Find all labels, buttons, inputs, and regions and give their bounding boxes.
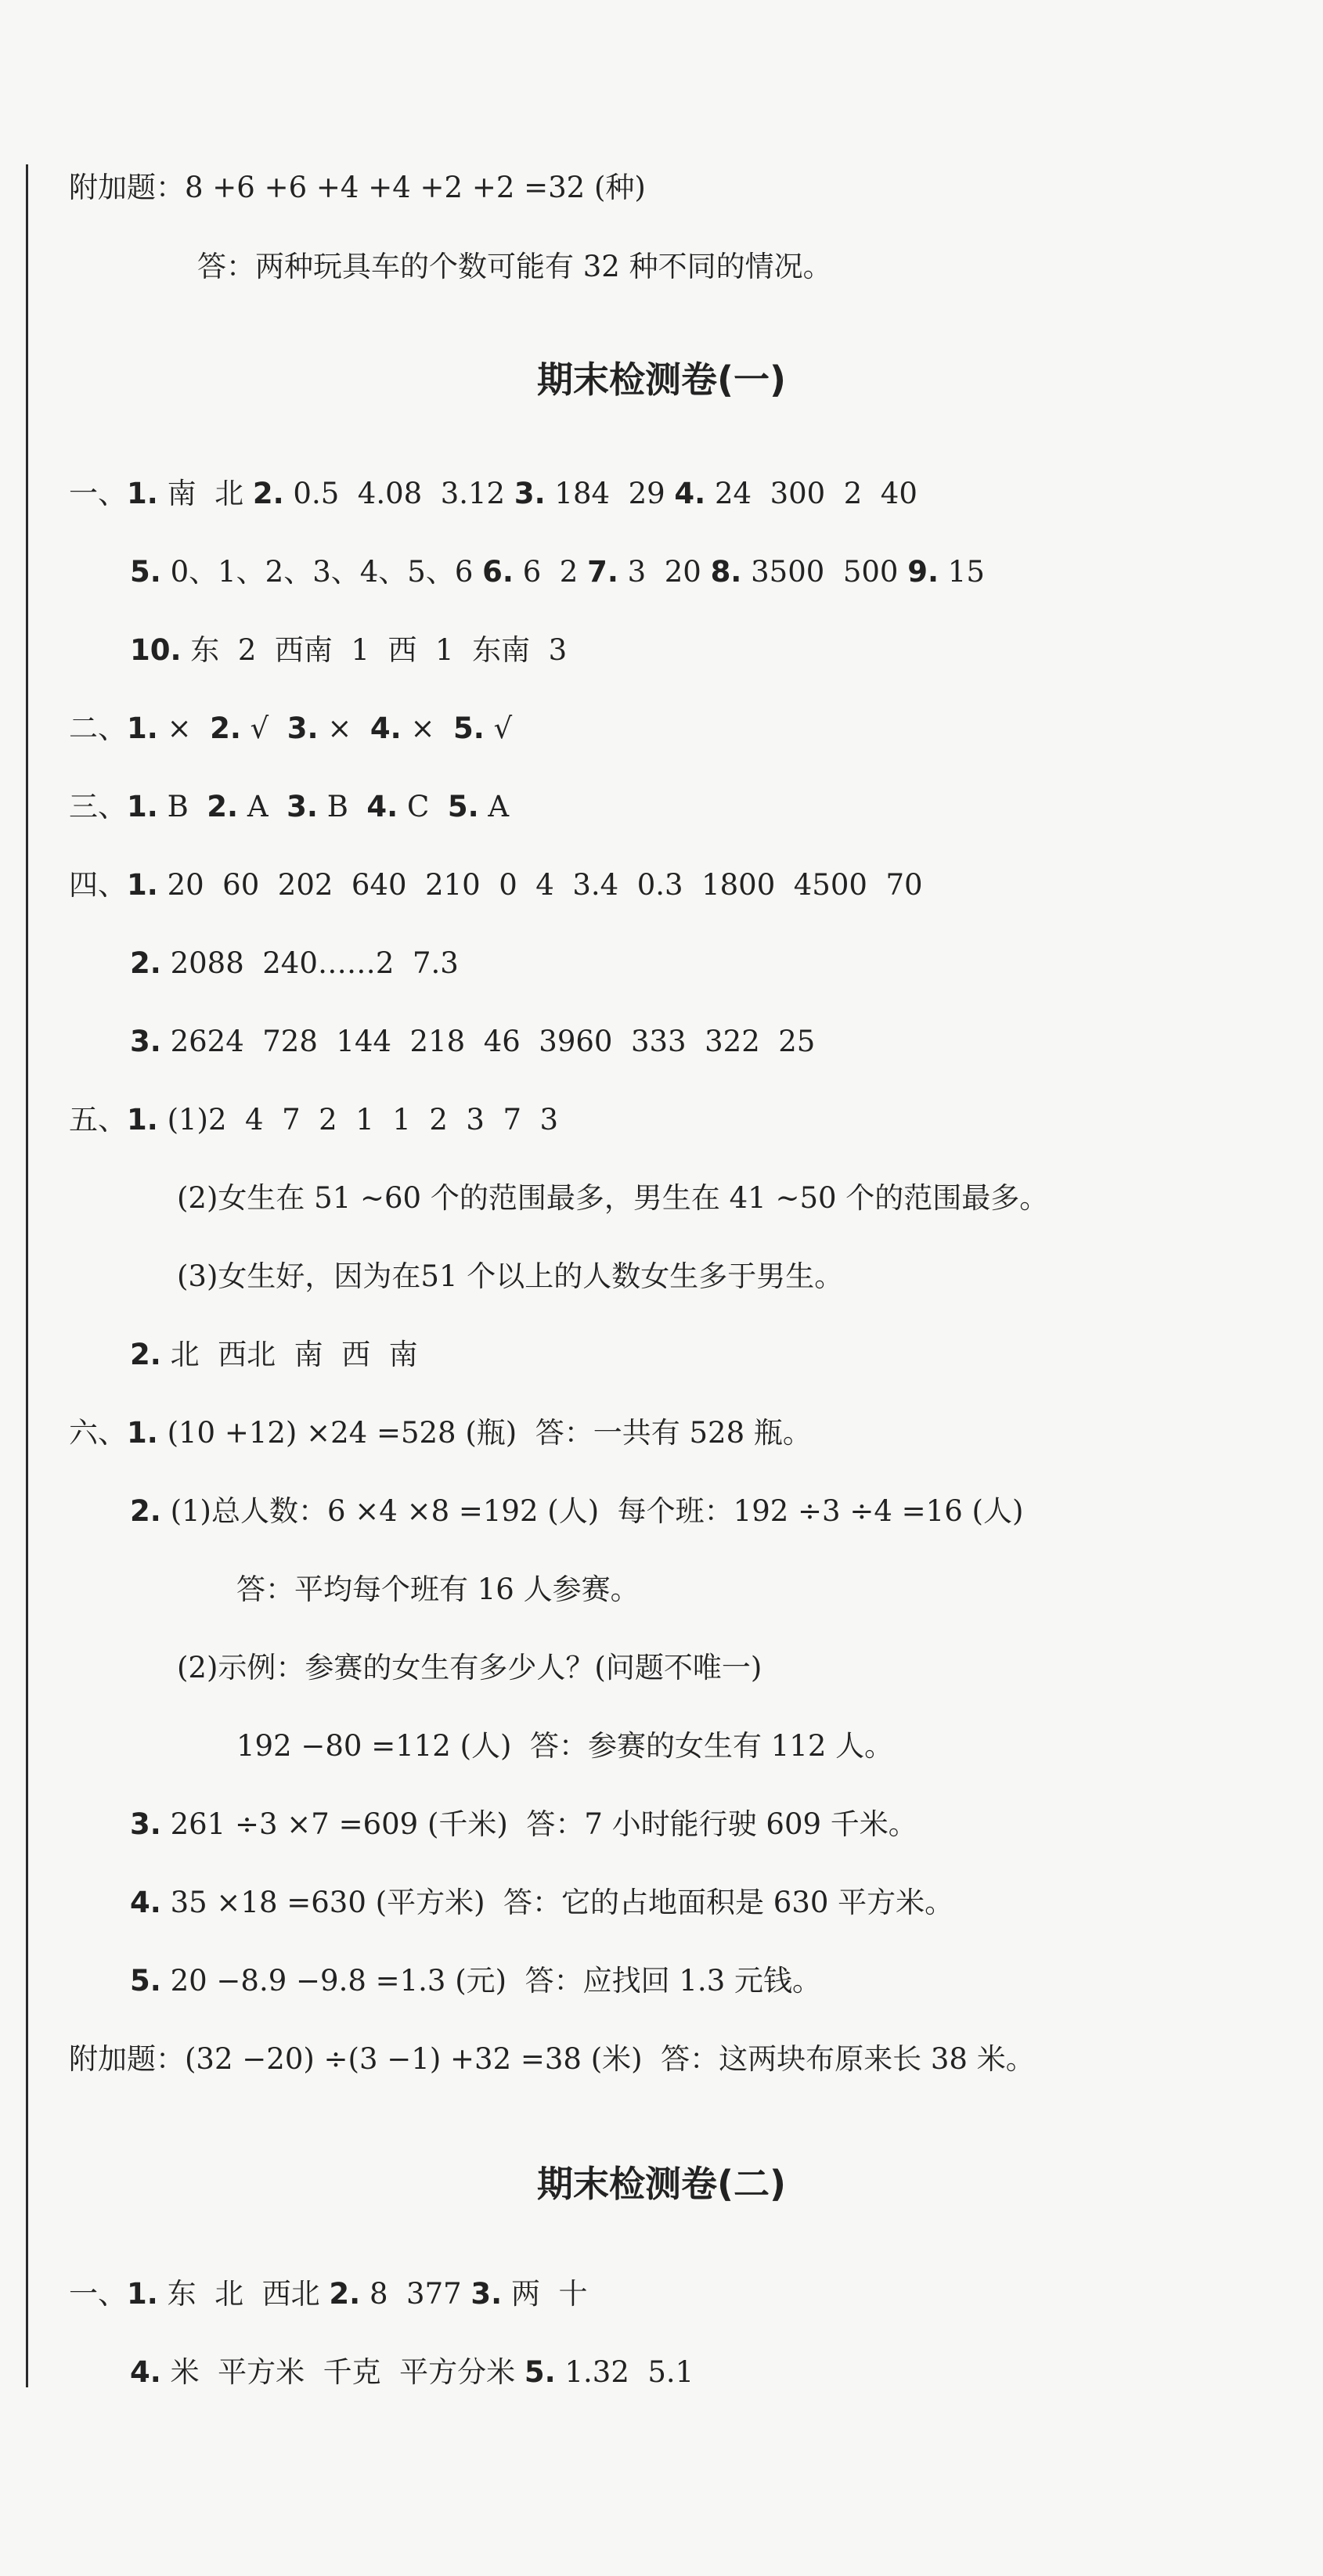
q-answer: 米 平方米 千克 平方分米 — [160, 2355, 525, 2389]
q-answer: 261 ÷3 ×7 =609 (千米) 答：7 小时能行驶 609 千米。 — [160, 1807, 917, 1841]
q-answer: 0.5 4.08 3.12 — [283, 477, 514, 510]
q-answer: 东 北 西北 — [157, 2277, 330, 2311]
exam1-part4-line2 — [130, 944, 459, 983]
q-num: 1. — [127, 712, 158, 745]
q-num: 2. — [252, 477, 284, 510]
exam1-part6-line8 — [130, 1962, 821, 2001]
q-num: 6. — [482, 555, 514, 589]
q-num: 4. — [674, 477, 706, 510]
q-num: 4. — [366, 790, 398, 823]
q-num: 3. — [130, 1807, 161, 1841]
q-answer: 35 ×18 =630 (平方米) 答：它的占地面积是 630 平方米。 — [160, 1886, 954, 1919]
q-num: 4. — [130, 2355, 161, 2389]
q-num: 3. — [130, 1025, 161, 1058]
part-label: 六、 — [69, 1416, 127, 1450]
part-label: 四、 — [69, 868, 127, 902]
exam1-part6-line4: (2)示例：参赛的女生有多少人？(问题不唯一) — [177, 1651, 762, 1684]
q-num: 1. — [127, 790, 158, 823]
exam1-part6-line3: 答：平均每个班有 16 人参赛。 — [236, 1573, 640, 1606]
q-answer: 南 北 — [157, 477, 253, 510]
q-num: 2. — [207, 790, 239, 823]
exam1-part5-line4 — [130, 1335, 418, 1374]
exam1-part6-line7 — [130, 1883, 953, 1922]
q-num: 5. — [453, 712, 485, 745]
q-num: 3. — [287, 712, 319, 745]
q-num: 4. — [130, 1886, 161, 1919]
exam2-part1-line2 — [130, 2353, 694, 2392]
q-answer: 1.32 5.1 — [555, 2355, 694, 2389]
exam1-bonus-line: 附加题：(32 −20) ÷(3 −1) +32 =38 (米) 答：这两块布原来长 38 米。 — [69, 2042, 1035, 2076]
exam1-part6-line1 — [69, 1414, 812, 1453]
exam1-part1-line1 — [69, 474, 917, 513]
q-answer: 2624 728 144 218 46 3960 333 322 25 — [160, 1025, 816, 1058]
q-answer: (10 +12) ×24 =528 (瓶) 答：一共有 528 瓶。 — [157, 1416, 812, 1450]
q-num: 1. — [127, 868, 158, 902]
part-label: 三、 — [69, 790, 127, 823]
bonus-answer-line: 附加题：8 +6 +6 +4 +4 +2 +2 =32 (种) — [69, 171, 646, 204]
exam1-part1-line2 — [130, 553, 985, 592]
q-answer: 北 西北 南 西 南 — [160, 1338, 418, 1371]
q-answer: 0、1、2、3、4、5、6 — [160, 555, 483, 589]
q-answer: (1)2 4 7 2 1 1 2 3 7 3 — [157, 1103, 559, 1137]
exam1-part6-line5: 192 −80 =112 (人) 答：参赛的女生有 112 人。 — [236, 1729, 894, 1763]
q-num: 2. — [130, 946, 161, 980]
section-title-final-exam-1: 期末检测卷(一) — [536, 358, 787, 401]
exam1-part5-line1 — [69, 1101, 558, 1140]
q-num: 5. — [130, 555, 161, 589]
exam1-part2-line — [69, 709, 512, 748]
q-num: 10. — [130, 633, 182, 667]
q-num: 1. — [127, 1103, 158, 1137]
q-answer: 15 — [939, 555, 985, 589]
exam1-part3-line — [69, 787, 509, 827]
part-label: 一、 — [69, 477, 127, 510]
q-num: 1. — [127, 2277, 158, 2311]
part-label: 二、 — [69, 712, 127, 745]
q-answer: 20 −8.9 −9.8 =1.3 (元) 答：应找回 1.3 元钱。 — [160, 1964, 821, 1998]
q-answer: B — [157, 790, 207, 823]
exam1-part4-line3 — [130, 1022, 815, 1061]
q-answer: 3 20 — [618, 555, 711, 589]
q-answer: (1)总人数：6 ×4 ×8 =192 (人) 每个班：192 ÷3 ÷4 =16 (人) — [160, 1494, 1024, 1528]
q-answer: 3500 500 — [741, 555, 908, 589]
q-num: 1. — [127, 1416, 158, 1450]
exam1-part1-line3 — [130, 631, 567, 670]
q-num: 2. — [210, 712, 241, 745]
q-num: 3. — [514, 477, 546, 510]
q-answer: 6 2 — [513, 555, 588, 589]
q-answer: 8 377 — [360, 2277, 471, 2311]
q-answer: × — [401, 712, 454, 745]
exam1-part5-line2: (2)女生在 51 ~60 个的范围最多，男生在 41 ~50 个的范围最多。 — [177, 1181, 1049, 1215]
q-answer: C — [398, 790, 448, 823]
q-num: 2. — [130, 1338, 161, 1371]
q-answer: × — [318, 712, 370, 745]
part-label: 一、 — [69, 2277, 127, 2311]
q-num: 5. — [130, 1964, 161, 1998]
exam2-part1-line1 — [69, 2275, 588, 2314]
q-answer: 24 300 2 40 — [705, 477, 917, 510]
q-num: 7. — [587, 555, 618, 589]
exam1-part5-line3: (3)女生好，因为在51 个以上的人数女生多于男生。 — [177, 1259, 844, 1293]
q-num: 8. — [710, 555, 742, 589]
q-num: 5. — [524, 2355, 556, 2389]
q-answer: √ — [484, 712, 513, 745]
section-title-final-exam-2: 期末检测卷(二) — [536, 2163, 787, 2205]
q-num: 3. — [470, 2277, 503, 2311]
q-answer: 东 2 西南 1 西 1 东南 3 — [181, 633, 568, 667]
q-num: 2. — [130, 1494, 161, 1528]
q-num: 1. — [127, 477, 158, 510]
q-answer: 184 29 — [545, 477, 675, 510]
q-answer: × — [157, 712, 211, 745]
q-answer: B — [317, 790, 367, 823]
q-answer: 20 60 202 640 210 0 4 3.4 0.3 1800 4500 70 — [157, 868, 923, 902]
part-label: 五、 — [69, 1103, 127, 1137]
exam1-part6-line6 — [130, 1805, 917, 1844]
exam1-part4-line1 — [69, 866, 923, 905]
exam1-part6-line2 — [130, 1492, 1023, 1531]
q-answer: 2088 240……2 7.3 — [160, 946, 459, 980]
q-num: 9. — [907, 555, 939, 589]
q-answer: 两 十 — [502, 2277, 588, 2311]
q-num: 3. — [287, 790, 318, 823]
margin-rule — [26, 164, 28, 2387]
q-num: 2. — [329, 2277, 361, 2311]
q-answer: A — [238, 790, 287, 823]
q-answer: √ — [240, 712, 287, 745]
bonus-answer-reply: 答：两种玩具车的个数可能有 32 种不同的情况。 — [197, 250, 832, 283]
q-answer: A — [478, 790, 510, 823]
q-num: 4. — [370, 712, 402, 745]
q-num: 5. — [447, 790, 479, 823]
